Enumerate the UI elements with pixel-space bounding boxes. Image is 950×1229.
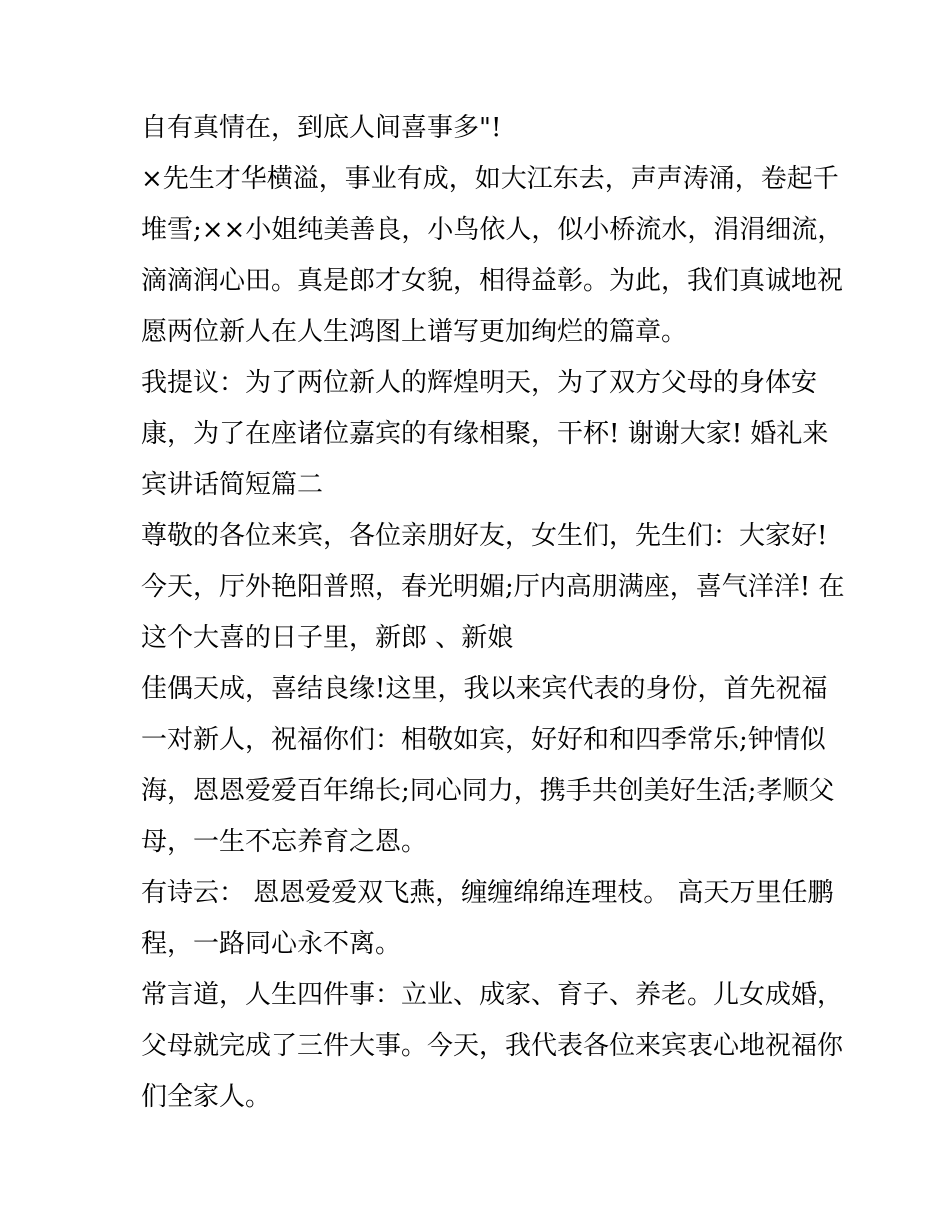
text-line: 们全家人。	[141, 1082, 272, 1112]
text-line: ×先生才华横溢，事业有成，如大江东去，声声涛涌，卷起千	[141, 164, 839, 194]
text-line: 海，恩恩爱爱百年绵长;同心同力，携手共创美好生活;孝顺父	[141, 776, 835, 806]
text-line: 自有真情在，到底人间喜事多"!	[141, 113, 502, 143]
text-line: 康，为了在座诸位嘉宾的有缘相聚，干杯! 谢谢大家! 婚礼来	[141, 419, 829, 449]
text-line: 程，一路同心永不离。	[141, 929, 402, 959]
text-line: 常言道，人生四件事：立业、成家、育子、养老。儿女成婚，	[141, 980, 844, 1010]
text-line: 母，一生不忘养育之恩。	[141, 827, 428, 857]
text-line: 尊敬的各位来宾，各位亲朋好友，女生们，先生们：大家好!	[141, 521, 828, 551]
text-line: 我提议：为了两位新人的辉煌明天，为了双方父母的身体安	[141, 368, 818, 398]
text-line: 一对新人，祝福你们：相敬如宾，好好和和四季常乐;钟情似	[141, 725, 826, 755]
text-line: 愿两位新人在人生鸿图上谱写更加绚烂的篇章。	[141, 317, 688, 347]
section-title: 宾讲话简短篇二	[141, 470, 324, 500]
text-line: 父母就完成了三件大事。今天，我代表各位来宾衷心地祝福你	[141, 1031, 844, 1061]
text-line: 这个大喜的日子里，新郎 、新娘	[141, 623, 514, 653]
text-line: 有诗云： 恩恩爱爱双飞燕，缠缠绵绵连理枝。 高天万里任鹏	[141, 878, 834, 908]
text-line: 滴滴润心田。真是郎才女貌，相得益彰。为此，我们真诚地祝	[141, 266, 844, 296]
text-line: 今天，厅外艳阳普照，春光明媚;厅内高朋满座，喜气洋洋! 在	[141, 572, 845, 602]
text-line: 佳偶天成，喜结良缘!这里，我以来宾代表的身份，首先祝福	[141, 674, 828, 704]
text-line: 堆雪;××小姐纯美善良，小鸟依人，似小桥流水，涓涓细流，	[141, 215, 844, 245]
